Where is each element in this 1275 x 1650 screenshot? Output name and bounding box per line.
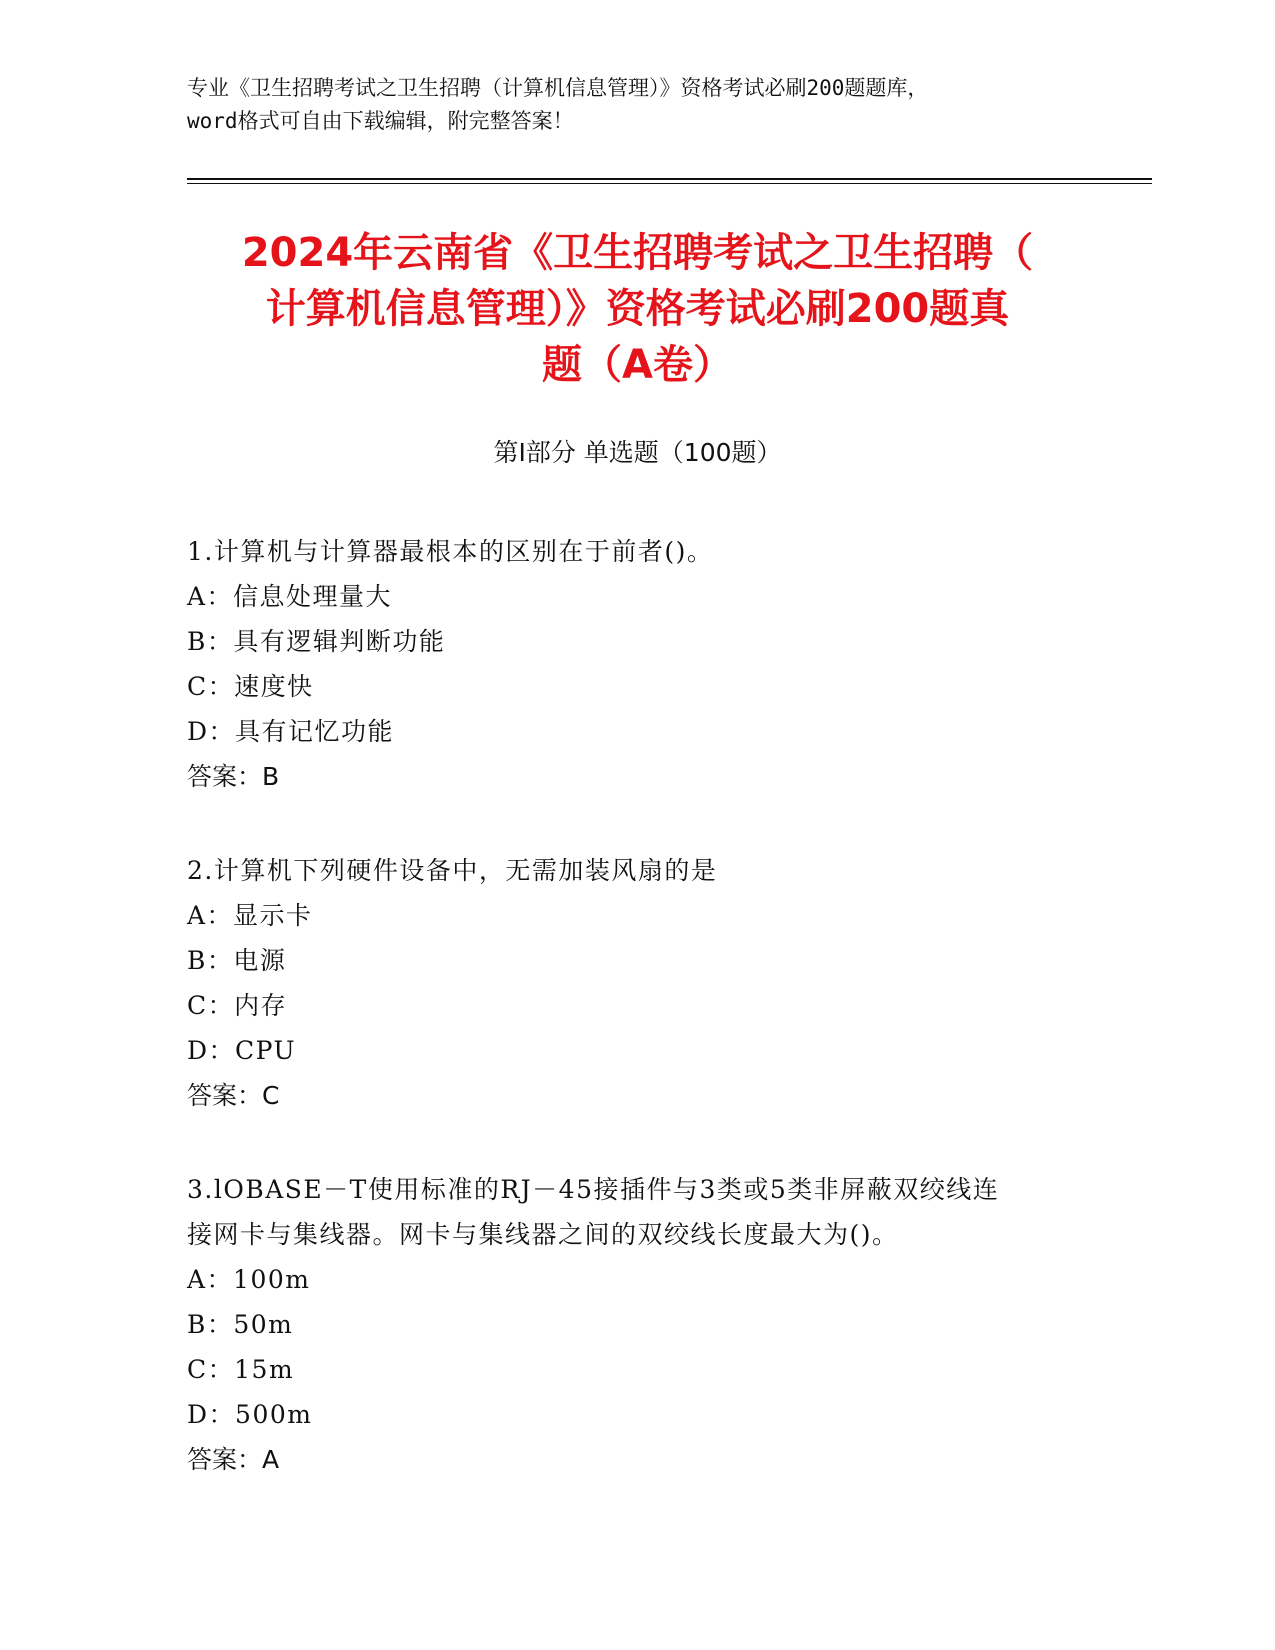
option-d: D：CPU xyxy=(187,1036,297,1065)
option-b: B：电源 xyxy=(187,946,287,975)
option-c: C：15m xyxy=(187,1355,295,1384)
option-d: D：500m xyxy=(187,1400,313,1429)
option-a: A：100m xyxy=(187,1265,311,1294)
question-1 xyxy=(187,529,1107,799)
header-note xyxy=(187,72,1087,138)
option-a: A：显示卡 xyxy=(187,901,313,930)
option-a: A：信息处理量大 xyxy=(187,582,393,611)
document-title-line-3: 题（A卷） xyxy=(542,342,733,388)
answer-line: 答案：C xyxy=(187,1081,280,1110)
document-title xyxy=(160,225,1115,393)
option-b: B：50m xyxy=(187,1310,294,1339)
header-divider-thin xyxy=(187,183,1152,184)
question-stem-line-1: 3.lOBASE－T使用标准的RJ－45接插件与3类或5类非屏蔽双绞线连 xyxy=(187,1175,1000,1204)
section-heading: 第Ⅰ部分 单选题（100题） xyxy=(493,438,782,467)
header-note-line-2: word格式可自由下载编辑，附完整答案！ xyxy=(187,109,574,133)
answer-line: 答案：B xyxy=(187,762,280,791)
document-title-line-2: 计算机信息管理）》资格考试必刷200题真 xyxy=(265,286,1010,332)
option-c: C：内存 xyxy=(187,991,288,1020)
question-stem: 1.计算机与计算器最根本的区别在于前者()。 xyxy=(187,537,714,566)
option-d: D：具有记忆功能 xyxy=(187,717,395,746)
header-divider-thick xyxy=(187,178,1152,180)
header-note-line-1: 专业《卫生招聘考试之卫生招聘（计算机信息管理）》资格考试必刷200题题库， xyxy=(187,76,929,100)
question-3 xyxy=(187,1167,1107,1482)
answer-line: 答案：A xyxy=(187,1445,280,1474)
option-b: B：具有逻辑判断功能 xyxy=(187,627,446,656)
question-stem-line-2: 接网卡与集线器。网卡与集线器之间的双绞线长度最大为()。 xyxy=(187,1220,899,1249)
question-stem: 2.计算机下列硬件设备中，无需加装风扇的是 xyxy=(187,856,718,885)
option-c: C：速度快 xyxy=(187,672,314,701)
document-title-line-1: 2024年云南省《卫生招聘考试之卫生招聘（ xyxy=(241,230,1034,276)
question-2 xyxy=(187,848,1107,1118)
